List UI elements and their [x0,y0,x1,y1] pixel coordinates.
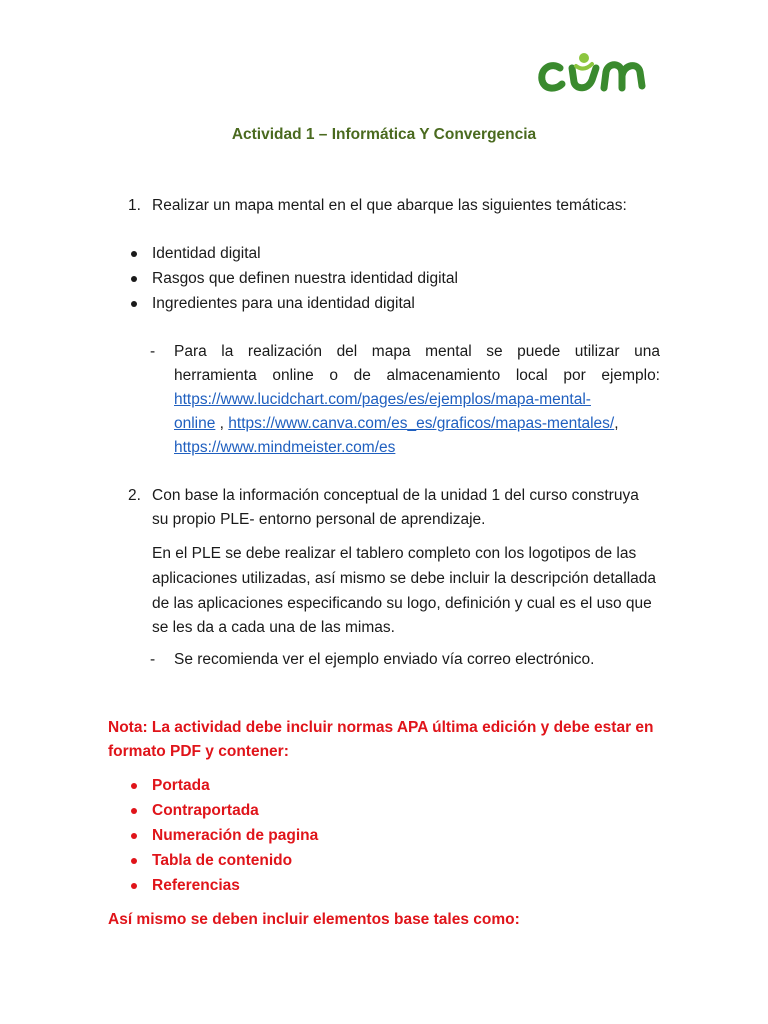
bullet-icon [131,301,137,307]
bullet-icon [131,251,137,257]
bullet-icon [131,883,137,889]
bullet-icon [131,783,137,789]
document-title: Actividad 1 – Informática Y Convergencia [231,126,537,143]
lucidchart-link[interactable]: https://www.lucidchart.com/pages/es/ejemplos/mapa-mental- [174,391,591,408]
requirement-item: Tabla de contenido [152,852,293,869]
canva-link[interactable]: https://www.canva.com/es_es/graficos/mapas-mentales/ [228,415,615,432]
ple-paragraph-line: En el PLE se debe realizar el tablero completo con los logotipos de las [152,545,637,562]
note-1-line-5 [174,438,395,458]
requirement-item: Referencias [152,877,240,894]
cun-logo [538,48,658,96]
bullet-icon [131,858,137,864]
note-1-line-2: herramienta online o de almacenamiento local por ejemplo: [174,367,660,384]
note-1-line-3 [174,390,591,410]
bullet-icon [131,808,137,814]
note-1-line-4 [174,414,619,434]
ple-paragraph-line: se les da a cada una de las mimas. [152,619,395,636]
item-2-number: 2. [128,487,141,504]
topic-item: Rasgos que definen nuestra identidad digital [152,270,458,287]
mindmeister-link[interactable]: https://www.mindmeister.com/es [174,439,396,456]
nota-line-2: formato PDF y contener: [108,743,289,760]
requirement-item: Portada [152,777,210,794]
item-2-line-2: su propio PLE- entorno personal de aprendizaje. [152,511,486,528]
lucidchart-link-continued[interactable]: online [174,415,216,432]
svg-text:cun: cun [538,48,540,49]
item-2-line-1: Con base la información conceptual de la unidad 1 del curso construya [152,487,639,504]
dash-marker: - [150,343,156,360]
bullet-icon [131,833,137,839]
topic-item: Identidad digital [152,245,261,262]
item-1-number: 1. [128,197,141,214]
requirement-item: Numeración de pagina [152,827,319,844]
closing-text: Así mismo se deben incluir elementos base tales como: [108,911,520,928]
separator: , [614,415,619,432]
note-2-text: Se recomienda ver el ejemplo enviado vía correo electrónico. [174,651,595,668]
separator: , [215,415,229,432]
item-1-text: Realizar un mapa mental en el que abarque las siguientes temáticas: [152,197,627,214]
note-1-line-1: Para la realización del mapa mental se puede utilizar una [174,343,660,360]
ple-paragraph-line: de las aplicaciones especificando su logo, definición y cual es el uso que [152,595,652,612]
topic-item: Ingredientes para una identidad digital [152,295,415,312]
bullet-icon [131,276,137,282]
nota-line-1: Nota: La actividad debe incluir normas APA última edición y debe estar en [108,719,654,736]
requirement-item: Contraportada [152,802,259,819]
dash-marker: - [150,651,156,668]
ple-paragraph-line: aplicaciones utilizadas, así mismo se debe incluir la descripción detallada [152,570,657,587]
